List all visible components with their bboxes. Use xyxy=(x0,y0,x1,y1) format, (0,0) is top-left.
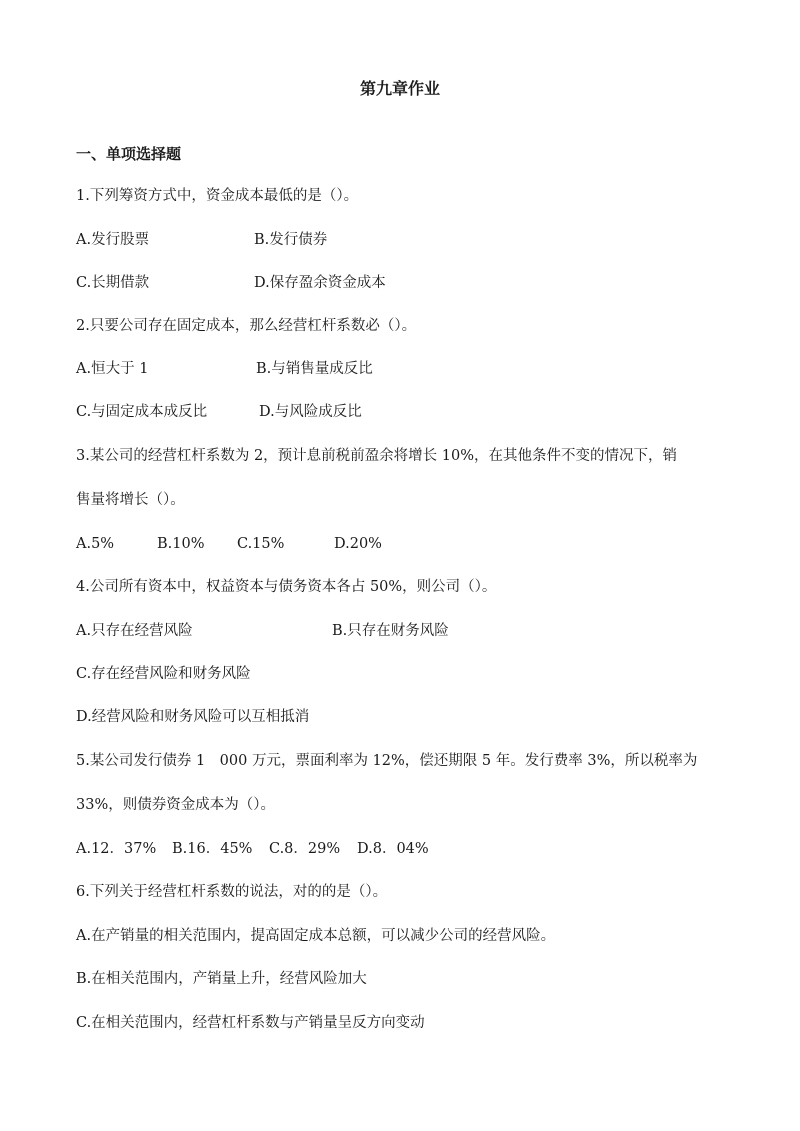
question-6-option-c: C.在相关范围内，经营杠杆系数与产销量呈反方向变动 xyxy=(76,1015,425,1031)
question-1-options-row-2 xyxy=(76,273,726,293)
option-b: B.只存在财务风险 xyxy=(332,623,449,639)
option-c: C.长期借款 xyxy=(76,275,150,291)
question-6-option-a: A.在产销量的相关范围内，提高固定成本总额，可以减少公司的经营风险。 xyxy=(76,928,556,944)
question-4-stem: 4.公司所有资本中，权益资本与债务资本各占 50%，则公司（）。 xyxy=(76,579,497,595)
question-3-stem-line-2: 售量将增长（）。 xyxy=(76,492,185,508)
question-3-options xyxy=(76,534,726,554)
option-b: B.16．45% xyxy=(172,841,253,857)
option-a: A.恒大于 1 xyxy=(76,361,149,377)
question-4-option-d: D.经营风险和财务风险可以互相抵消 xyxy=(76,709,310,725)
question-6-stem: 6.下列关于经营杠杆系数的说法，对的的是（）。 xyxy=(76,884,388,900)
option-b: B.10% xyxy=(157,536,205,552)
question-6-option-b: B.在相关范围内，产销量上升，经营风险加大 xyxy=(76,971,367,987)
question-1-stem: 1.下列筹资方式中，资金成本最低的是（）。 xyxy=(76,188,359,204)
question-1-options-row-1 xyxy=(76,230,726,250)
option-c: C.8．29% xyxy=(269,841,341,857)
option-b: B.发行债券 xyxy=(254,232,328,248)
question-2-options-row-1 xyxy=(76,359,726,379)
section-heading: 一、单项选择题 xyxy=(76,145,182,163)
page-title: 第九章作业 xyxy=(359,79,440,98)
option-c: C.与固定成本成反比 xyxy=(76,404,208,420)
option-b: B.与销售量成反比 xyxy=(256,361,373,377)
question-2-stem: 2.只要公司存在固定成本，那么经营杠杆系数必（）。 xyxy=(76,318,417,334)
question-4-options-row-1 xyxy=(76,621,726,641)
question-3-stem-line-1: 3.某公司的经营杠杆系数为 2，预计息前税前盈余将增长 10%，在其他条件不变的情况下，销 xyxy=(76,448,678,464)
option-a: A.5% xyxy=(76,536,115,552)
option-d: D.保存盈余资金成本 xyxy=(254,275,386,291)
question-5-options xyxy=(76,839,726,859)
option-a: A.12．37% xyxy=(76,841,157,857)
question-5-stem-line-1: 5.某公司发行债券 1 000 万元，票面利率为 12%，偿还期限 5 年。发行费率 3%，所以税率为 xyxy=(76,753,698,769)
question-5-stem-line-2: 33%，则债券资金成本为（）。 xyxy=(76,797,275,813)
question-2-options-row-2 xyxy=(76,402,726,422)
option-c: C.15% xyxy=(237,536,285,552)
question-4-option-c: C.存在经营风险和财务风险 xyxy=(76,666,251,682)
option-a: A.只存在经营风险 xyxy=(76,623,193,639)
option-a: A.发行股票 xyxy=(76,232,150,248)
option-d: D.与风险成反比 xyxy=(259,404,362,420)
option-d: D.8．04% xyxy=(357,841,429,857)
option-d: D.20% xyxy=(334,536,382,552)
